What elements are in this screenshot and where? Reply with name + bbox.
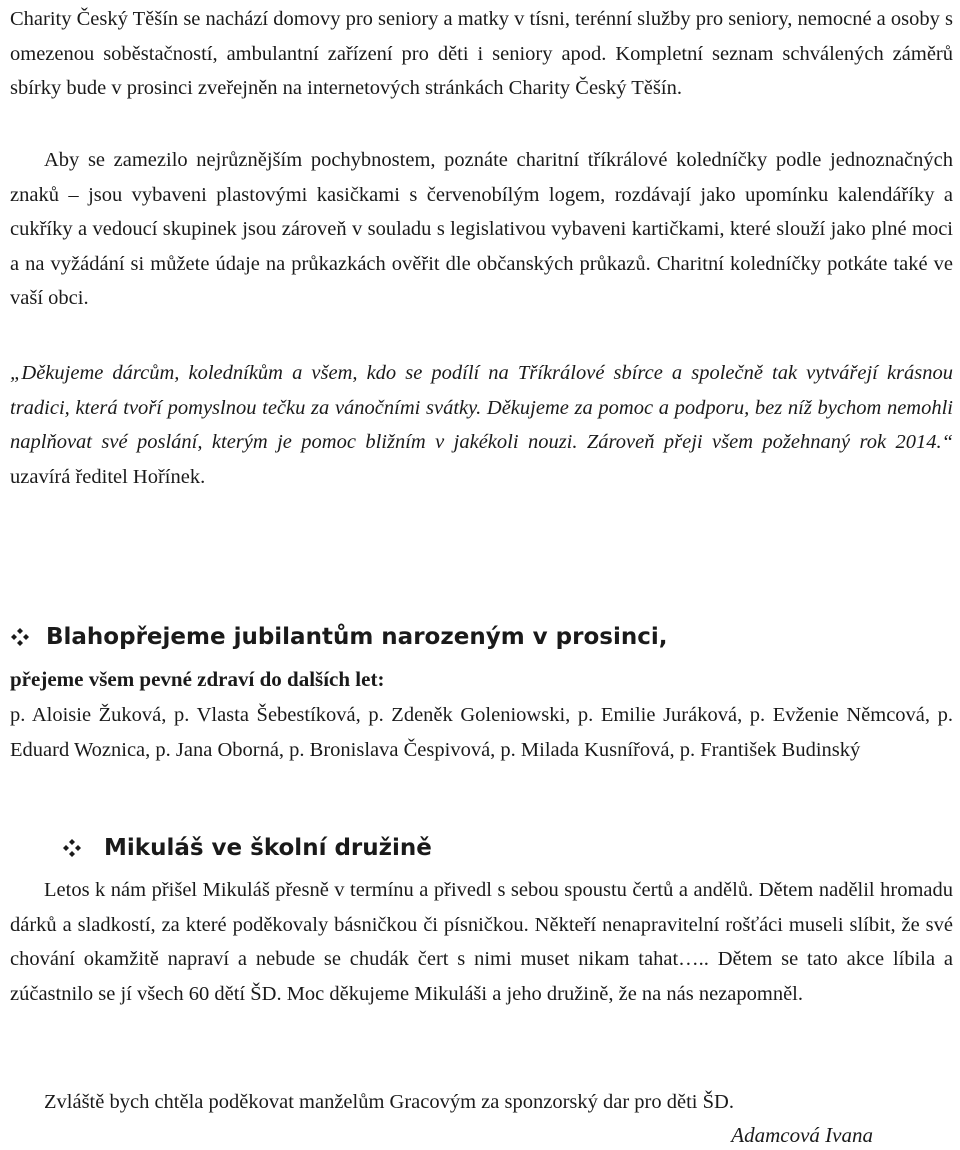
jubilee-subheading: přejeme všem pevné zdraví do dalších let:: [10, 667, 385, 691]
jubilee-names: p. Aloisie Žuková, p. Vlasta Šebestíková, p. Zdeněk Goleniowski, p. Emilie Juráková, p. Evženie Němcová, p. Eduard Woznica, p. Jana Oborná, p. Bronislava Čespivová, p. Milada Kusnířová, p. František Budinský: [10, 704, 953, 761]
quote-attribution: uzavírá ředitel Hořínek.: [10, 465, 206, 488]
mikulas-paragraph: Letos k nám přišel Mikuláš přesně v termínu a přivedl s sebou spoustu čertů a andělů. Dětem nadělil hromadu dárků a sladkostí, za které poděkovaly básničkou či písničkou. Někteří nenapravitelní rošťáci museli slíbit, že své chování okamžitě napraví a nebude se chudák čert s nimi muset nikam tahat….. Dětem se tato akce líbila a zúčastnilo se jí všech 60 dětí ŠD. Moc děkujeme Mikuláši a jeho družině, že na nás nezapomněl.: [10, 879, 953, 1005]
jubilee-heading-row: [10, 624, 667, 650]
intro-paragraph: Charity Český Těšín se nachází domovy pro seniory a matky v tísni, terénní služby pro seniory, nemocné a osoby s omezenou soběstačností, ambulantní zařízení pro děti i seniory apod. Kompletní seznam schválených záměrů sbírky bude v prosinci zveřejněn na internetových stránkách Charity Český Těšín.: [10, 8, 953, 99]
caution-paragraph: Aby se zamezilo nejrůznějším pochybnostem, poznáte charitní tříkrálové koledníčky podle jednoznačných znaků – jsou vybaveni plastovými kasičkami s červenobílým logem, rozdávají jako upomínku kalendáříky a cukříky a vedoucí skupinek jsou zároveň v souladu s legislativou vybaveni kartičkami, které slouží jako plné moci a na vyžádání si můžete údaje na průkazkách ověřit dle občanských průkazů. Charitní koledníčky potkáte také ve vaší obci.: [10, 149, 953, 309]
diamond-bullet-icon: [10, 627, 30, 647]
quote-text: „Děkujeme dárcům, koledníkům a všem, kdo se podílí na Tříkrálové sbírce a společně tak vytvářejí krásnou tradici, která tvoří pomyslnou tečku za vánočními svátky. Děkujeme za pomoc a podporu, bez níž bychom nemohli naplňovat své poslání, kterým je pomoc bližním v jakékoli nouzi. Zároveň přeji všem požehnaný rok 2014.“: [10, 362, 953, 453]
mikulas-heading: Mikuláš ve školní družině: [104, 835, 432, 861]
thanks-paragraph: Zvláště bych chtěla poděkovat manželům Gracovým za sponzorský dar pro děti ŠD.: [44, 1091, 734, 1113]
mikulas-heading-row: [62, 835, 432, 861]
quote-paragraph: [10, 356, 953, 494]
diamond-bullet-icon: [62, 838, 82, 858]
signature: Adamcová Ivana: [731, 1123, 873, 1147]
jubilee-heading: Blahopřejeme jubilantům narozeným v prosinci,: [46, 624, 668, 650]
